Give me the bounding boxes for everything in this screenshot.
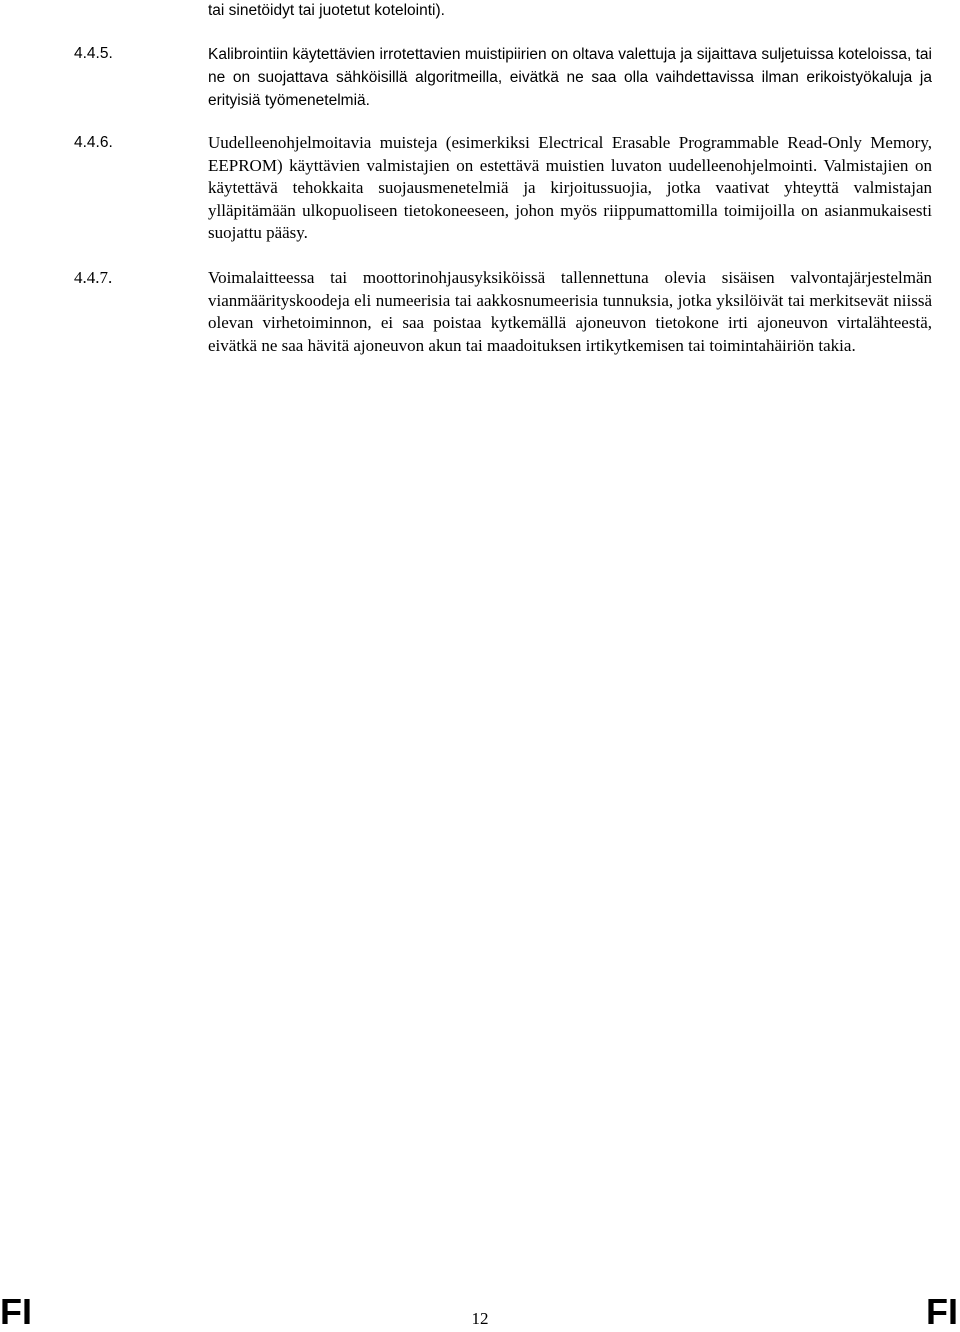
section-text: Voimalaitteessa tai moottorinohjausyksiköissä tallennettuna olevia sisäisen valvontajärjestelmän vianmäärityskoodeja eli numeerisia tai aakkosnumeerisia tunnuksia, jotka yksilöivät tai merkitsevät niissä olevan virhetoiminnon, ei saa poistaa kytkemällä ajoneuvon tietokone irti ajoneuvon virtalähteestä, eivätkä ne saa hävitä ajoneuvon akun tai maadoituksen irtikytkemisen tai toimintahäiriön takia.: [208, 268, 932, 355]
section-text: Uudelleenohjelmoitavia muisteja (esimerkiksi Electrical Erasable Programmable Read-Only Memory, EEPROM) käyttävien valmistajien on estettävä muistien luvaton uudelleenohjelmointi. Valmistajien on käytettävä tehokkaita suojausmenetelmiä ja kirjoitussuojia, jotka vaativat yhteyttä valmistajan ylläpitämään ulkopuoliseen tietokoneeseen, johon myös riippumattomilla toimijoilla on asianmukaisesti suojattu pääsy.: [208, 133, 932, 242]
continuation-text: tai sinetöidyt tai juotetut kotelointi).: [208, 2, 445, 19]
page-number: 12: [471, 1309, 489, 1328]
section-number: 4.4.5.: [74, 45, 113, 62]
footer-language-left: FI: [0, 1291, 32, 1332]
section-number: 4.4.7.: [74, 268, 113, 287]
section-text: Kalibrointiin käytettävien irrotettavien muistipiirien on oltava valettuja ja sijaittava suljetuissa koteloissa, tai ne on suojattava sähköisillä algoritmeilla, eivätkä ne saa olla vaihdettavissa ilman erikoistyökaluja ja erityisiä työmenetelmiä.: [208, 46, 932, 109]
section-number: 4.4.6.: [74, 134, 113, 151]
footer-language-right: FI: [926, 1291, 958, 1332]
